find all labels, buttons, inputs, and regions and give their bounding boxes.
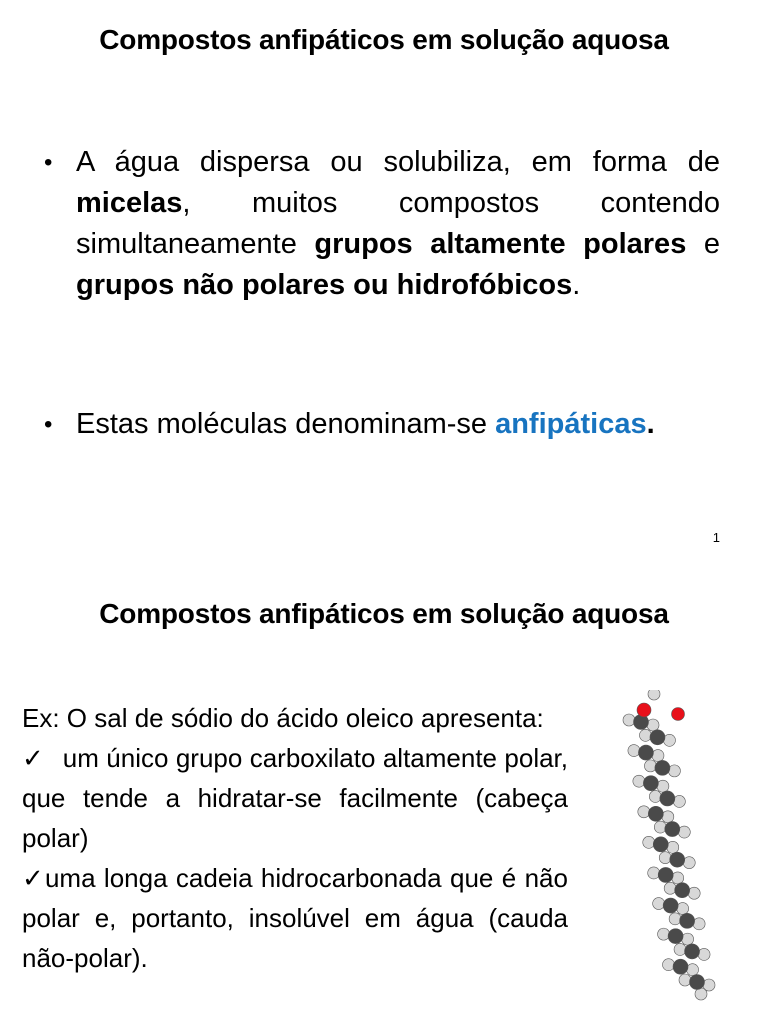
hydrogen-atom [648,867,660,879]
carbon-atom [680,913,695,928]
bullet-item-anfipaticas [44,404,720,445]
hydrogen-atom [649,790,661,802]
hydrogen-atom [653,898,665,910]
check-item-text: uma longa cadeia hidrocarbonada que é não polar e, portanto, insolúvel em água (cauda não-polar). [22,863,568,973]
hydrogen-atom [648,690,660,700]
hydrogen-atom [674,943,686,955]
oxygen-atom [637,703,651,717]
bullet-list-2 [44,404,720,445]
hydrogen-atom [628,745,640,757]
hydrogen-atom [643,836,655,848]
carbon-atom [643,776,658,791]
oxygen-atom [672,708,685,721]
bullet-text: e [686,228,721,260]
hydrogen-atom [638,806,650,818]
hydrogen-atom [687,964,699,976]
hydrogen-atom [657,780,669,792]
hydrogen-atom [664,882,676,894]
oleate-molecule-image [620,690,730,1010]
slide-2-title: Compostos anfipáticos em solução aquosa [99,598,669,629]
carbon-atom [653,837,668,852]
bullet-item-micelas [44,142,720,306]
hydrogen-atom [682,933,694,945]
check-item-2 [22,858,568,978]
hydrogen-atom [659,852,671,864]
carbon-atom [655,760,670,775]
bullet-dot: • [44,411,53,438]
bullet-text: , muitos compostos contendo simultaneamente [76,187,720,260]
check-icon: ✓ [22,743,44,773]
hydrogen-atom [647,719,659,731]
carbon-atom [668,929,683,944]
hydrogen-atom [673,795,685,807]
hydrogen-atom [678,826,690,838]
bold-term-micelas: micelas [76,187,183,219]
carbon-atom [670,852,685,867]
bold-term-nonpolar-groups: grupos não polares ou hidrofóbicos [76,269,573,301]
carbon-atom [658,867,673,882]
accent-term-anfipaticas: anfipáticas [495,408,647,440]
page-number: 1 [712,530,720,545]
check-item-1 [22,738,576,858]
bullet-text: . [646,408,655,440]
check-icon: ✓ [22,863,45,893]
hydrogen-atom [698,948,710,960]
hydrogen-atom [663,734,675,746]
intro-text: Ex: O sal de sódio do ácido oleico apresenta: [22,703,544,733]
hydrogen-atom [654,821,666,833]
hydrogen-atom [669,913,681,925]
hydrogen-atom [679,974,691,986]
hydrogen-atom [644,760,656,772]
carbon-atom [673,959,688,974]
hydrogen-atom [658,928,670,940]
slide-2 [0,560,768,1024]
hydrogen-atom [663,959,675,971]
hydrogen-atom [667,841,679,853]
bold-term-polar-groups: grupos altamente polares [314,228,687,260]
check-item-text: um único grupo carboxilato altamente polar, que tende a hidratar-se facilmente (cabeça polar) [22,743,576,853]
hydrogen-atom [683,857,695,869]
hydrogen-atom [668,765,680,777]
hydrogen-atom [677,903,689,915]
hydrogen-atom [672,872,684,884]
hydrogen-atom [652,750,664,762]
carbon-atom [638,745,653,760]
carbon-atom [663,898,678,913]
hydrogen-atom [695,988,707,1000]
bullet-dot: • [44,149,53,176]
bullet-text: Estas moléculas denominam-se [76,408,496,440]
hydrogen-atom [623,714,635,726]
hydrogen-atom [633,775,645,787]
hydrogen-atom [662,811,674,823]
slide-1-title: Compostos anfipáticos em solução aquosa [99,24,669,55]
hydrogen-atom [693,918,705,930]
carbon-atom [690,975,705,990]
carbon-atom [648,806,663,821]
carbon-atom [685,944,700,959]
carbon-atom [675,883,690,898]
carbon-atom [660,791,675,806]
carbon-atom [665,822,680,837]
bullet-list-1 [44,142,720,306]
hydrogen-atom [639,729,651,741]
hydrogen-atom [688,887,700,899]
carbon-atom [650,730,665,745]
bullet-text: A água dispersa ou solubiliza, em forma de [76,146,720,178]
bullet-text: . [572,269,581,301]
slide-2-body [22,698,576,978]
